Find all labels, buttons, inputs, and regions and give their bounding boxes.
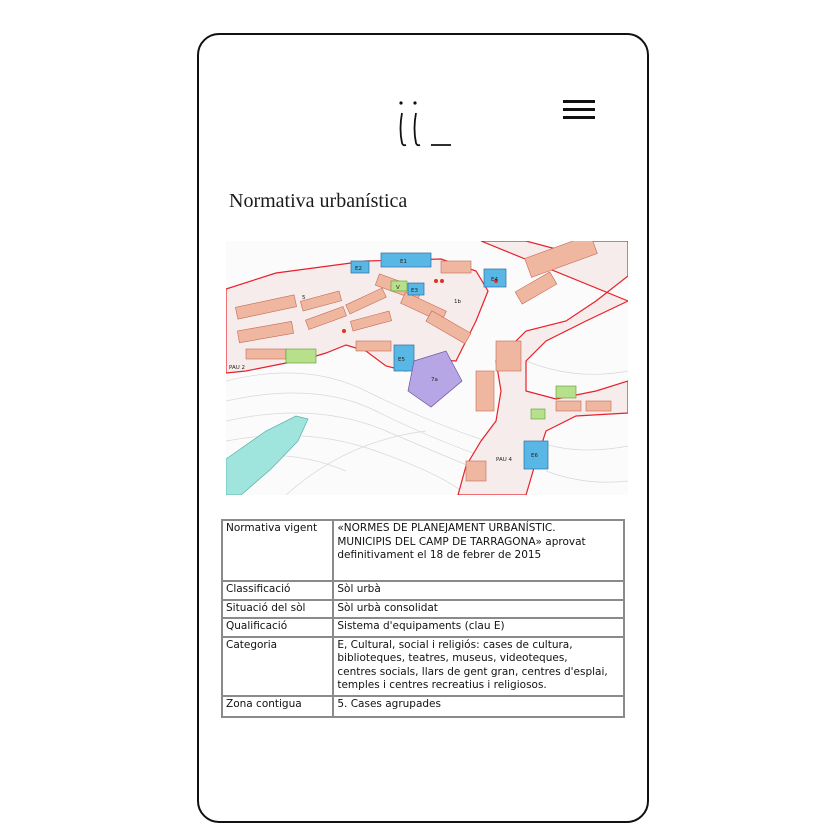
phone-frame — [197, 33, 649, 823]
row-label: Situació del sòl — [222, 600, 333, 619]
svg-text:E5: E5 — [398, 357, 405, 363]
svg-text:PAU 2: PAU 2 — [229, 365, 246, 371]
row-value: Sòl urbà consolidat — [333, 600, 624, 619]
table-row — [222, 600, 624, 619]
row-value: E, Cultural, social i religiós: cases de cultura, biblioteques, teatres, museus, videoteques, centres socials, llars de gent gran, centres d'esplai, temples i centres recreatius i religiosos. — [333, 637, 624, 696]
page-title: Normativa urbanística — [229, 190, 408, 212]
row-label: Zona contigua — [222, 696, 333, 717]
table-row — [222, 581, 624, 600]
row-value: «NORMES DE PLANEJAMENT URBANÍSTIC. MUNICIPIS DEL CAMP DE TARRAGONA» aprovat definitivament el 18 de febrer de 2015 — [333, 520, 624, 581]
table-row — [222, 696, 624, 717]
table-row — [222, 637, 624, 696]
row-label: Categoria — [222, 637, 333, 696]
row-value: Sòl urbà — [333, 581, 624, 600]
svg-text:V: V — [396, 285, 400, 291]
svg-text:E1: E1 — [400, 259, 407, 265]
svg-text:1b: 1b — [454, 299, 461, 305]
row-value: Sistema d'equipaments (clau E) — [333, 618, 624, 637]
hamburger-menu-icon[interactable] — [563, 100, 595, 122]
row-label: Classificació — [222, 581, 333, 600]
table-row — [222, 520, 624, 581]
table-row — [222, 618, 624, 637]
svg-text:E2: E2 — [355, 266, 362, 272]
urban-planning-map-image — [226, 241, 628, 495]
svg-text:E6: E6 — [531, 453, 538, 459]
row-value: 5. Cases agrupades — [333, 696, 624, 717]
row-label: Normativa vigent — [222, 520, 333, 581]
svg-text:7a: 7a — [431, 377, 438, 383]
svg-text:E3: E3 — [411, 288, 418, 294]
ii-logo-icon[interactable] — [397, 99, 453, 149]
svg-text:E4: E4 — [491, 277, 498, 283]
svg-text:PAU 4: PAU 4 — [496, 457, 513, 463]
svg-text:5: 5 — [302, 295, 306, 301]
row-label: Qualificació — [222, 618, 333, 637]
urban-info-table — [221, 519, 625, 718]
